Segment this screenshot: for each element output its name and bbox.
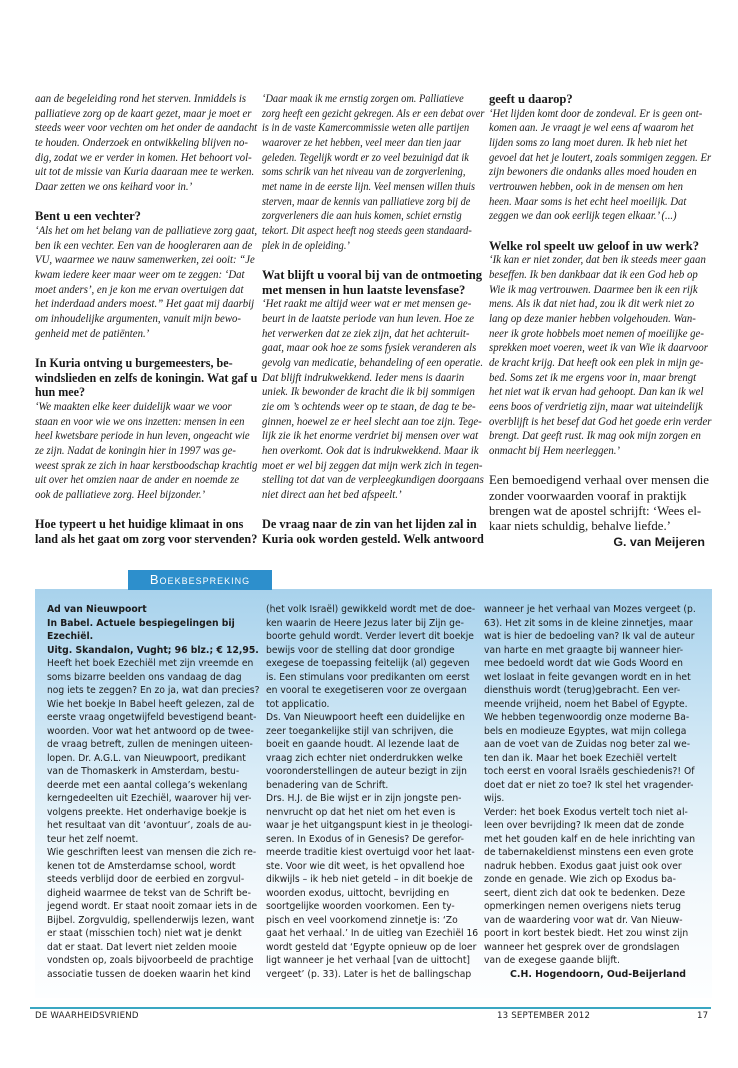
review-text-1: Heeft het boek Ezechiël met zijn vreemde en soms bizarre beelden ons vandaag de dag nog iets te zeggen? En zo ja, wat dan precies? Wie het boekje In Babel heeft gelezen, zal de eerste vraag ongetwijfeld bevestigend beant- woorden. Voor wat het antwoord op de twee- de vraag betreft, zullen de meningen uiteen- lopen. Dr. A.G.L. van Nieuwpoort, predikant van de Thomaskerk in Amsterdam, bestu- deerde met een aantal collega’s wekenlang kerngedeelten uit Ezechiël, waarover hij ver- volgens preekte. Het onderhavige boekje is het resultaat van dit ‘avontuur’, zoals de au- teur het zelf noemt. Wie geschriften leest van mensen die zich re- kenen tot de Amsterdamse school, wordt steeds verblijd door de eerbied en zorgvul- digheid waarmee de tekst van de Schrift be- jegend wordt. Er staat nooit zomaar iets in de Bijbel. Zorgvuldig, spellenderwijs lezen, want er staat (misschien toch) niet wat je denkt dat er staat. Dat levert niet zelden mooie vondsten op, zoals bijvoorbeeld de prachtige associatie tussen de doeken waarin het kind <box>47 658 260 980</box>
review-book-info: Ad van Nieuwpoort In Babel. Actuele bespiegelingen bij Ezechiël. Uitg. Skandalon, Vught; 96 blz.; € 12,95. <box>47 604 259 656</box>
paragraph-gap <box>35 503 257 518</box>
review-column-2 <box>266 603 478 981</box>
answer-paragraph: ‘We maakten elke keer duidelijk waar we voor staan en voor wie we ons inzetten: mensen in een heel kwetsbare periode in hun leven, ongeacht wie ze zijn. Nadat de koningin hier in 1997 was ge- weest sprak ze zich in haar kerstboodschap krachtig uit over het omzien naar de ander en noemde ze ook de palliatieve zorg. Heel bijzonder.’ <box>35 400 258 502</box>
question-heading: geeft u daarop? <box>489 92 573 106</box>
review-column-1 <box>47 603 259 981</box>
footer-page-number: 17 <box>697 1011 709 1021</box>
review-column-3 <box>484 603 696 981</box>
answer-paragraph: ‘Daar maak ik me ernstig zorgen om. Palliatieve zorg heeft een gezicht gekregen. Als er een debat over is in de vaste Kamercommissie weten alle partijen waarover ze het hebben, veel meer dan tien jaar geleden. Tegelijk wordt er zo veel bezuinigd dat ik soms schrik van het niveau van de zorgverlening, met name in de eerste lijn. Veel mensen willen thuis sterven, maar de kennis van palliatieve zorg bij de zorgverleners die aan huis komen, schiet ernstig tekort. Dit aspect heeft nog steeds geen standaard- plek in de opleiding.’ <box>262 92 485 252</box>
answer-paragraph: aan de begeleiding rond het sterven. Inmiddels is palliatieve zorg op de kaart gezet, maar je moet er steeds weer voor vechten om het onder de aandacht te houden. Onderzoek en ontwikkeling blijven no- dig, zodat we er verder in komen. Het behoort vol- uit tot de missie van Kuria daaraan mee te werken. Daar zetten we ons keihard voor in.’ <box>35 92 258 194</box>
review-signature: C.H. Hogendoorn, Oud-Beijerland <box>510 968 686 980</box>
paragraph-gap <box>35 341 257 356</box>
article-column-3 <box>489 92 711 550</box>
closing-paragraph: Een bemoedigend verhaal over mensen die zonder voorwaarden vooraf in praktijk brengen wat de apostel schrijft: ‘Wees el- kaar niets schuldig, behalve liefde.’ <box>489 473 709 534</box>
paragraph-gap <box>262 503 484 518</box>
paragraph-gap <box>489 224 711 239</box>
article-column-2 <box>262 92 484 547</box>
paragraph-gap <box>35 195 257 210</box>
footer-date: 13 SEPTEMBER 2012 <box>497 1011 591 1021</box>
question-heading: Wat blijft u vooral bij van de ontmoeting met mensen in hun laatste levensfase? <box>262 268 483 297</box>
review-text-3: wanneer je het verhaal van Mozes vergeet (p. 63). Het zit soms in de kleine zinnetjes, maar wat is hier de bedoeling van? Ik val de auteur van harte en met graagte bij wanneer hier- mee bedoeld wordt dat wie Gods Woord en wet loslaat in feite gevangen wordt en in het diensthuis wordt (terug)gebracht. Een ver- meende vrijheid, noem het Babel of Egypte. We hebben tegenwoordig onze moderne Ba- bels en modieuze Egyptes, wat mijn collega aan de voet van de Zuidas nog beter zal we- ten dan ik. Maar het boek Ezechiël vertelt toch eerst en vooral Israëls geschiedenis?! Of doet dat er niet zo toe? Ik stel het vragender- wijs. Verder: het boek Exodus vertelt toch niet al- leen over bevrijding? Ik meen dat de zonde met het gouden kalf en de hele inrichting van de tabernakeldienst minstens een even grote nadruk hebben. Exodus gaat juist ook over zonde en genade. Wie zich op Exodus ba- seert, dient zich dat ook te bedenken. Deze opmerkingen nemen overigens niets terug van de waardering voor wat dr. Van Nieuw- poort in kort bestek biedt. Het zou winst zijn wanneer het gesprek over de grondslagen van de exegese gaande blijft. <box>484 604 696 966</box>
article-column-1 <box>35 92 257 547</box>
paragraph-gap <box>262 253 484 268</box>
book-review-tab-label: Boekbespreking <box>128 570 272 590</box>
answer-paragraph: ‘Als het om het belang van de palliatieve zorg gaat, ben ik een vechter. Een van de hoogleraren aan de VU, waarmee we nauw samenwerken, zei ooit: “Je kwam iedere keer maar weer om te zeggen: ‘Dat moet anders’, en je kon me ervan overtuigen dat het inderdaad anders moest.” Het gaat mij daarbij om inhoudelijke argumenten, vanuit mijn bewo- genheid met de patiënten.’ <box>35 224 258 340</box>
question-heading: Hoe typeert u het huidige klimaat in ons land als het gaat om zorg voor stervenden? <box>35 517 258 547</box>
question-heading: Bent u een vechter? <box>35 209 141 224</box>
footer-publication: DE WAARHEIDSVRIEND <box>35 1011 139 1021</box>
paragraph-gap <box>489 459 711 474</box>
answer-paragraph: ‘Het raakt me altijd weer wat er met mensen ge- beurt in de laatste periode van hun leven. Hoe ze het verwerken dat ze ziek zijn, dat het achteruit- gaat, maar ook hoe ze soms fysiek veranderen als gevolg van medicatie, behandeling of een operatie. Dat blijft indrukwekkend. Ieder mens is daarin uniek. Ik bewonder de kracht die ik bij sommigen zie om ’s ochtends weer op te staan, de dag te be- ginnen, hoewel ze er heel slecht aan toe zijn. Tege- lijk zie ik het enorme verdriet bij mensen over wat hen overkomt. Ook dat is indrukwekkend. Maar ik moet er wel bij zeggen dat mijn werk zich in tegen- stelling tot dat van de verpleegkundigen doorgaans niet direct aan het bed afspeelt.’ <box>262 297 484 502</box>
review-text-2: (het volk Israël) gewikkeld wordt met de doe- ken waarin de Heere Jezus later bij Zijn ge- boorte gehuld wordt. Verder levert dit boekje bewijs voor de stelling dat door grondige exegese de toepassing feitelijk (al) gegeven is. Een stimulans voor predikanten om eerst en vooral te exegetiseren voor ze overgaan tot applicatio. Ds. Van Nieuwpoort heeft een duidelijke en zeer toegankelijke stijl van schrijven, die boeit en gaande houdt. Al lezende laat de vraag zich echter niet onderdrukken welke vooronderstellingen de auteur bezigt in zijn benadering van de Schrift. Drs. H.J. de Bie wijst er in zijn jongste pen- nenvrucht op dat het niet om het even is waar je het uitgangspunt kiest in je theologi- seren. In Exodus of in Genesis? De gerefor- meerde traditie kiest overtuigd voor het laat- ste. Voor wie dit weet, is het opvallend hoe dikwijls – ik heb niet geteld – in dit boekje de woorden exodus, uittocht, bevrijding en soortgelijke woorden voorkomen. Een ty- pisch en veel voorkomend zinnetje is: ‘Zo gaat het verhaal.’ In de uitleg van Ezechiël 16 wordt gesteld dat ‘Egypte opnieuw op de loer ligt wanneer je het verhaal [van de uittocht] vergeet’ (p. 33). Later is het de ballingschap <box>266 604 479 980</box>
answer-paragraph: ‘Het lijden komt door de zondeval. Er is geen ont- komen aan. Je vraagt je wel eens af waarom het lijden soms zo lang moet duren. Ik heb niet het gevoel dat het je loutert, zoals sommigen zeggen. Er zijn bewoners die ondanks alles moed houden en vertrouwen hebben, ook in de mensen om hen heen. Maar soms is het echt heel moeilijk. Dat zeggen we dan ook eerlijk tegen elkaar.’ (...) <box>489 106 712 223</box>
answer-paragraph: ‘Ik kan er niet zonder, dat ben ik steeds meer gaan beseffen. Ik ben dankbaar dat ik een God heb op Wie ik mag vertrouwen. Daarmee ben ik een rijk mens. Als ik dat niet had, zou ik dit werk niet zo lang op deze manier hebben volgehouden. Wan- neer ik grote hobbels moet nemen of moeilijke ge- sprekken moet voeren, weet ik van Wie ik daarvoor de kracht krijg. Dat heeft ook een plek in mijn ge- bed. Soms zet ik me ergens voor in, maar brengt het niet wat ik ervan had gehoopt. Dan kan ik wel eens boos of verdrietig zijn, maar wat uiteindelijk overblijft is het besef dat God het goede erin verder brengt. Dat geeft rust. Ik mag ook mijn zorgen en onmacht bij Hem neerleggen.’ <box>489 253 712 458</box>
question-heading: De vraag naar de zin van het lijden zal in Kuria ook worden gesteld. Welk antwoord <box>262 517 484 547</box>
question-heading: In Kuria ontving u burgemeesters, be- windslieden en zelfs de koningin. Wat gaf u hun mee? <box>35 356 258 400</box>
footer-divider <box>30 1007 711 1009</box>
question-heading: Welke rol speelt uw geloof in uw werk? <box>489 238 700 253</box>
author-signature: G. van Meijeren <box>613 535 705 550</box>
